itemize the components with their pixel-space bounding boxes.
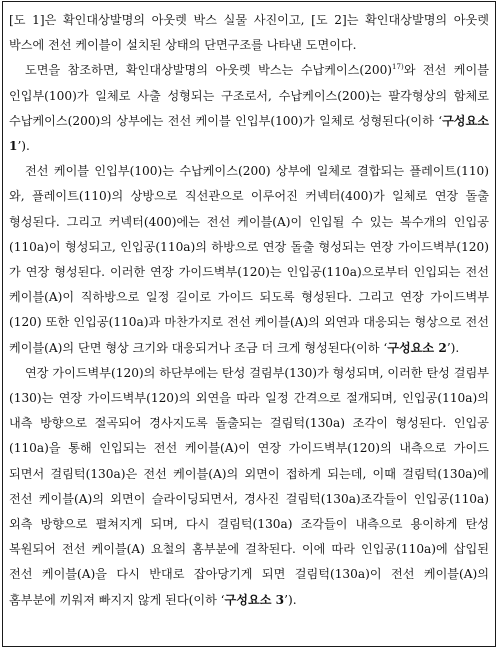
- paragraph-text: 연장 가이드벽부(120)의 하단부에는 탄성 걸림부(130)가 형성되며, 이러한 탄성 걸림부(130)는 연장 가이드벽부(120)의 외연을 따라 일정 간격으로 절개되며, 인입공(110a)의 내측 방향으로 절곡되어 경사지도록 돌출되는 걸림턱(130a) 조각이 형성된다. 인입공(110a)을 통해 인입되는 전선 케이블(A)이 연장 가이드벽부(120)의 내측으로 가이드 되면서 걸림턱(130a)은 전선 케이블(A)의 외면이 접하게 되는데, 이때 걸림턱(130a)에 전선 케이블(A)의 외면이 슬라이딩되면서, 경사진 걸림턱(130a)조각들이 인입공(110a) 외측 방향으로 펼쳐지게 되며, 다시 걸림턱(130a) 조각들이 내측으로 용이하게 탄성 복원되어 전선 케이블(A) 요철의 홈부분에 걸착된다. 이에 따라 인입공(110a)에 삽입된 전선 케이블(A)을 다시 반대로 잡아당기게 되면 걸림턱(130a)이 전선 케이블(A)의 홈부분에 끼워져 빠지지 않게 된다(이하 ‘: [9, 365, 489, 607]
- component-label-2: 구성요소 2: [387, 340, 447, 355]
- paragraph-cable-inlet: [9, 159, 489, 361]
- paragraph-overview: [9, 58, 489, 159]
- paragraph-text: 전선 케이블 인입부(100)는 수납케이스(200) 상부에 일체로 결합되는 플레이트(110)와, 플레이트(110)의 상방으로 직선관으로 이루어진 커넥터(400)가 일체로 연장 돌출 형성된다. 그리고 커넥터(400)에는 전선 케이블(A)이 인입될 수 있는 복수개의 인입공(110a)이 형성되고, 인입공(110a)의 하방으로 연장 돌출 형성되는 연장 가이드벽부(120)가 연장 형성된다. 이러한 연장 가이드벽부(120)는 인입공(110a)으로부터 인입되는 전선 케이블(A)이 직하방으로 일정 길이로 가이드 되도록 형성된다. 그리고 연장 가이드벽부(120) 또한 인입공(110a)과 마찬가지로 전선 케이블(A)의 외연과 대응되는 형상으로 전선 케이블(A)의 단면 형상 크기와 대응되거나 조금 더 크게 형성된다(이하 ‘: [9, 164, 489, 355]
- paragraph-text: ’).: [284, 592, 297, 607]
- paragraph-text: ’).: [17, 139, 30, 154]
- paragraph-intro: [9, 8, 489, 58]
- paragraph-text: [도 1]은 확인대상발명의 아웃렛 박스 실물 사진이고, [도 2]는 확인대상발명의 아웃렛 박스에 전선 케이블이 설치된 상태의 단면구조를 나타낸 도면이다.: [9, 13, 489, 53]
- paragraph-text: ’).: [446, 340, 460, 355]
- component-label-3: 구성요소 3: [224, 592, 285, 607]
- paragraph-text: 와 전선 케이블 인입부(100)가 일체로 사출 성형되는 구조로서, 수납케이스(200)는 팔각형상의 함체로 수납케이스(200)의 상부에는 전선 케이블 인입부(100)가 일체로 성형된다(이하 ‘: [9, 63, 489, 128]
- document-text-box: [2, 1, 496, 647]
- footnote-marker: 17): [392, 63, 404, 72]
- component-label-1: 구성요소 1: [9, 113, 489, 154]
- paragraph-elastic-catch: [9, 361, 489, 613]
- paragraph-text: 도면을 참조하면, 확인대상발명의 아웃렛 박스는 수납케이스(200): [25, 63, 393, 78]
